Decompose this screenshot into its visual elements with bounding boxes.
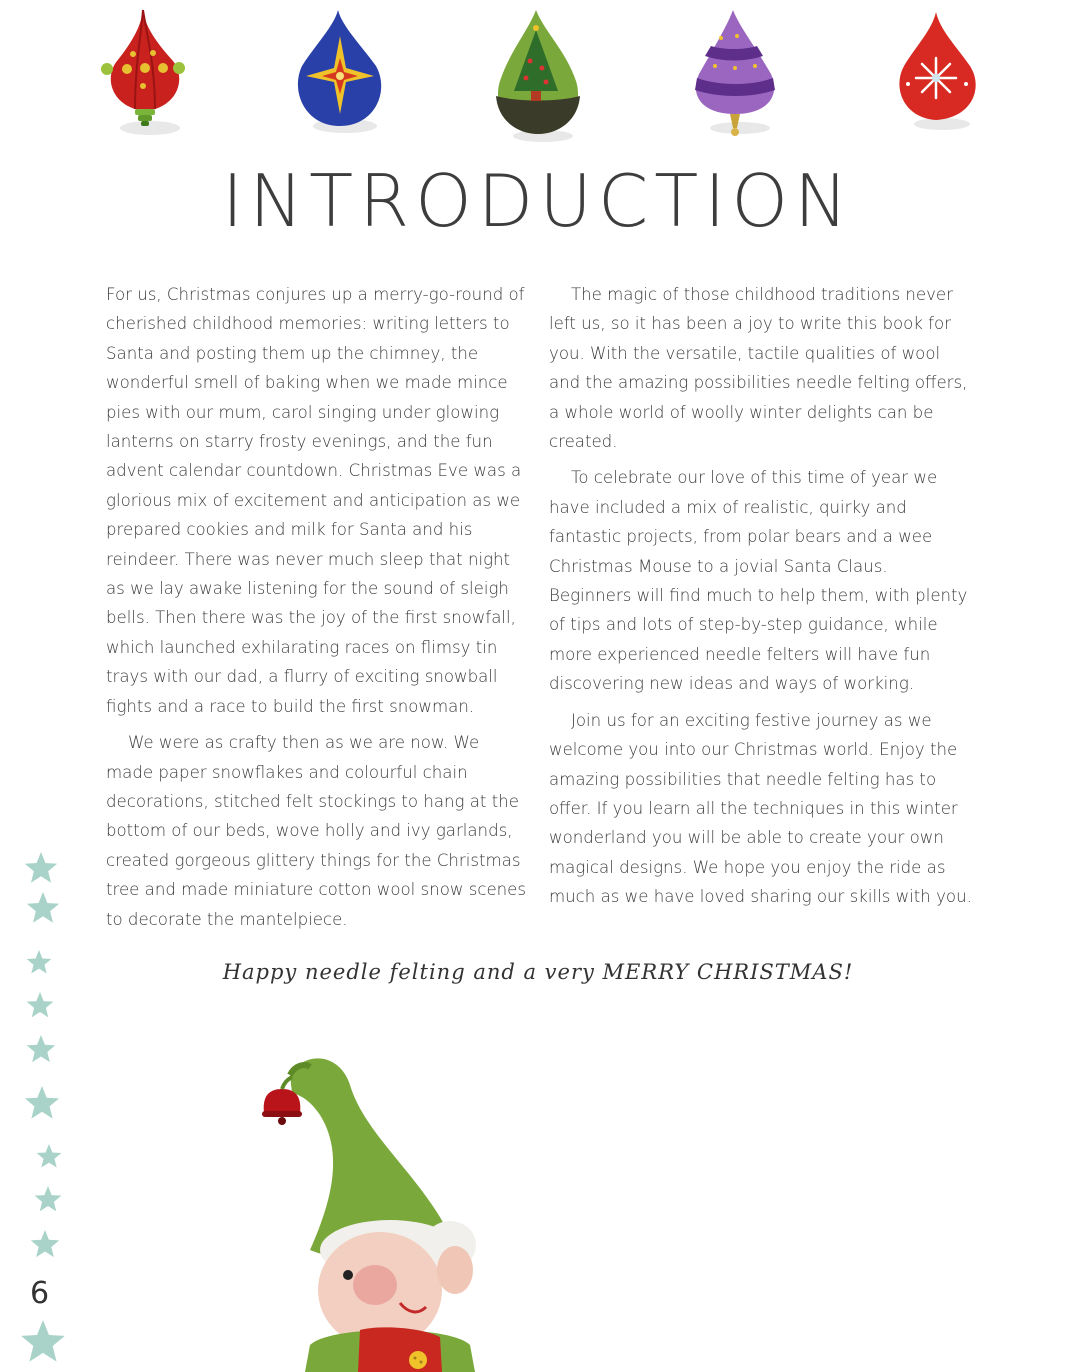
felted-elf-illustration	[250, 1045, 490, 1372]
star-icon	[31, 1230, 60, 1257]
star-icon	[25, 852, 57, 883]
left-paragraph-2: We were as crafty then as we are now. We made paper snowflakes and colourful chain decorations, stitched felt stockings to hang at the bottom of our beds, wove holly and ivy garlands, created gorgeous glittery things for the Christmas tree and made miniature cotton wool snow scenes to decorate the mantelpiece.	[106, 733, 527, 929]
ornament-row	[0, 0, 1076, 150]
purple-striped-ornament	[685, 6, 785, 146]
red-snowflake-ornament	[890, 6, 990, 136]
page-title: INTRODUCTION	[222, 159, 854, 243]
star-icon	[37, 1144, 62, 1168]
star-icon	[25, 1086, 59, 1119]
star-decoration-column	[20, 850, 80, 1370]
right-paragraph-2: To celebrate our love of this time of year we have included a mix of realistic, quirky and fantastic projects, from polar bears and a wee Christmas Mouse to a jovial Santa Claus. Beginners will find much to help them, with plenty of tips and lots of step-by-step guidance, while more experienced needle felters will have fun discovering new ideas and ways of working.	[549, 468, 968, 694]
right-column	[549, 280, 973, 919]
left-column	[106, 280, 530, 941]
star-icon	[27, 1035, 56, 1062]
star-icon	[35, 1186, 62, 1211]
right-paragraph-1: The magic of those childhood traditions never left us, so it has been a joy to write this book for you. With the versatile, tactile qualities of wool and the amazing possibilities needle felting offers, a whole world of woolly winter delights can be created.	[549, 285, 968, 452]
star-icon	[27, 892, 59, 923]
green-tree-ornament	[488, 6, 588, 146]
blue-star-ornament	[290, 6, 390, 136]
star-icon	[21, 1320, 65, 1362]
right-paragraph-3: Join us for an exciting festive journey as we welcome you into our Christmas world. Enjoy the amazing possibilities that needle felting has to offer. If you learn all the techniques in this winter wonderland you will be able to create your own magical designs. We hope you enjoy the ride as much as we have loved sharing our skills with you.	[549, 710, 972, 907]
red-gold-dotted-ornament	[95, 6, 195, 141]
star-icon	[27, 992, 54, 1017]
left-paragraph-1: For us, Christmas conjures up a merry-go-round of cherished childhood memories: writing letters to Santa and posting them up the chimney, the wonderful smell of baking when we made mince pies with our mum, carol singing under glowing lanterns on starry frosty evenings, and the fun advent calendar countdown. Christmas Eve was a glorious mix of excitement and anticipation as we prepared cookies and milk for Santa and his reindeer. There was never much sleep that night as we lay awake listening for the sound of sleigh bells. Then there was the joy of the first snowfall, which launched exhilarating races on flimsy tin trays with our dad, a flurry of exciting snowball fights and a race to build the first snowman.	[106, 285, 525, 716]
signoff-text: Happy needle felting and a very MERRY CHRISTMAS!	[222, 960, 854, 984]
page-number: 6	[30, 1276, 50, 1311]
star-icon	[27, 950, 52, 974]
